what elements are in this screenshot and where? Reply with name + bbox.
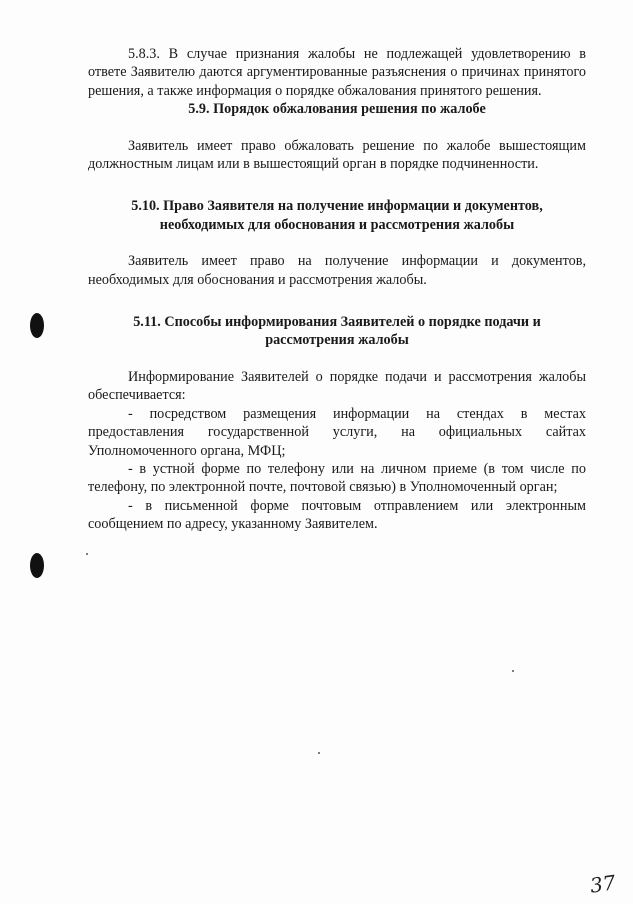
scan-speck	[512, 670, 514, 672]
list-item: - посредством размещения информации на стендах в местах предоставления государственной услуги, на официальных сайтах Уполномоченного органа, МФЦ;	[88, 405, 586, 459]
heading-5-11	[88, 313, 586, 350]
paragraph-5-8-3: 5.8.3. В случае признания жалобы не подлежащей удовлетворению в ответе Заявителю даются аргументированные разъяснения о причинах принятого решения, а также информация о порядке обжалования принятого решения.	[88, 46, 586, 99]
punch-hole	[30, 553, 44, 578]
list-item: - в устной форме по телефону или на личном приеме (в том числе по телефону, по электронной почте, почтовой связью) в Уполномоченный орган;	[88, 460, 586, 496]
document-body	[88, 45, 586, 534]
heading-5-10-line2: необходимых для обоснования и рассмотрения жалобы	[159, 216, 515, 233]
scan-speck	[86, 553, 88, 555]
heading-5-10	[88, 197, 586, 234]
paragraph-5-10: Заявитель имеет право на получение информации и документов, необходимых для обоснования и рассмотрения жалобы.	[88, 253, 586, 288]
list-item: - в письменной форме почтовым отправлением или электронным сообщением по адресу, указанному Заявителем.	[88, 497, 586, 533]
paragraph-5-11-intro: Информирование Заявителей о порядке подачи и рассмотрения жалобы обеспечивается:	[88, 368, 586, 404]
scan-speck	[318, 752, 320, 754]
heading-5-10-line1: 5.10. Право Заявителя на получение информации и документов,	[131, 198, 543, 215]
paragraph-5-9: Заявитель имеет право обжаловать решение по жалобе вышестоящим должностным лицам или в вышестоящий орган в порядке подчиненности.	[88, 137, 586, 173]
punch-hole	[30, 313, 44, 338]
heading-5-9: 5.9. Порядок обжалования решения по жалобе	[188, 101, 486, 118]
heading-5-11-line2: рассмотрения жалобы	[265, 332, 409, 349]
page-number: 37	[588, 870, 617, 898]
heading-5-11-line1: 5.11. Способы информирования Заявителей о порядке подачи и	[133, 314, 541, 331]
